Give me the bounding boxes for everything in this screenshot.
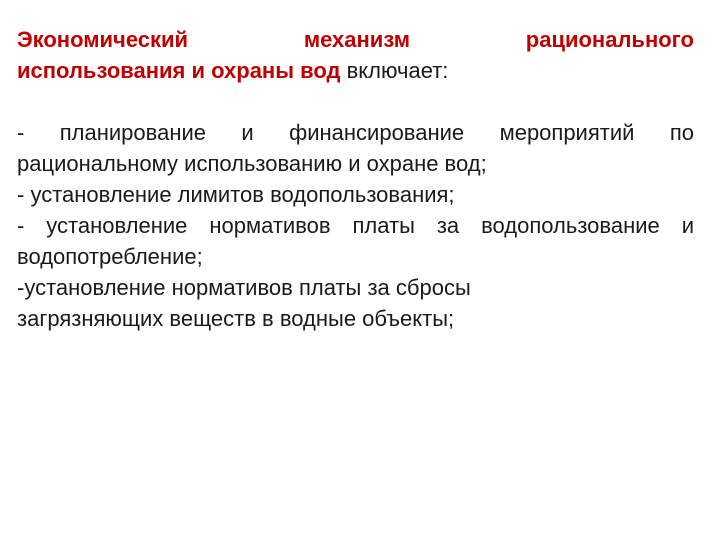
list-item-water-use-fees	[17, 210, 694, 272]
heading-word: механизм	[303, 27, 410, 52]
heading-line-2	[17, 55, 694, 86]
item-text-line: - планирование и финансирование мероприятий по	[17, 120, 694, 145]
heading-line-1	[17, 24, 694, 55]
slide-heading	[17, 24, 694, 86]
heading-plain-text: включает:	[340, 58, 449, 83]
item-word: платы	[298, 275, 362, 300]
heading-bold-text: использования и охраны вод	[17, 58, 341, 83]
list-item-planning	[17, 117, 694, 179]
item-word: -установление	[17, 275, 166, 300]
list-item-line: загрязняющих веществ в водные объекты;	[17, 306, 455, 331]
list-item-line	[17, 272, 694, 303]
list-item-line: - установление лимитов водопользования;	[17, 182, 455, 207]
heading-word: Экономический	[17, 27, 189, 52]
list-item-line	[17, 210, 694, 241]
item-word: нормативов	[171, 275, 293, 300]
spacer	[17, 86, 694, 117]
list-item-limits	[17, 179, 694, 210]
list-item-discharge-fees	[17, 272, 694, 334]
slide-content	[17, 24, 694, 334]
heading-word: рационального	[525, 27, 694, 52]
list-item-line: водопотребление;	[17, 244, 203, 269]
item-word: сбросы	[395, 275, 471, 300]
item-word: за	[367, 275, 390, 300]
list-item-line: рациональному использованию и охране вод;	[17, 151, 487, 176]
list-item-line	[17, 117, 694, 148]
item-text-line: - установление нормативов платы за водопользование и	[17, 213, 694, 238]
